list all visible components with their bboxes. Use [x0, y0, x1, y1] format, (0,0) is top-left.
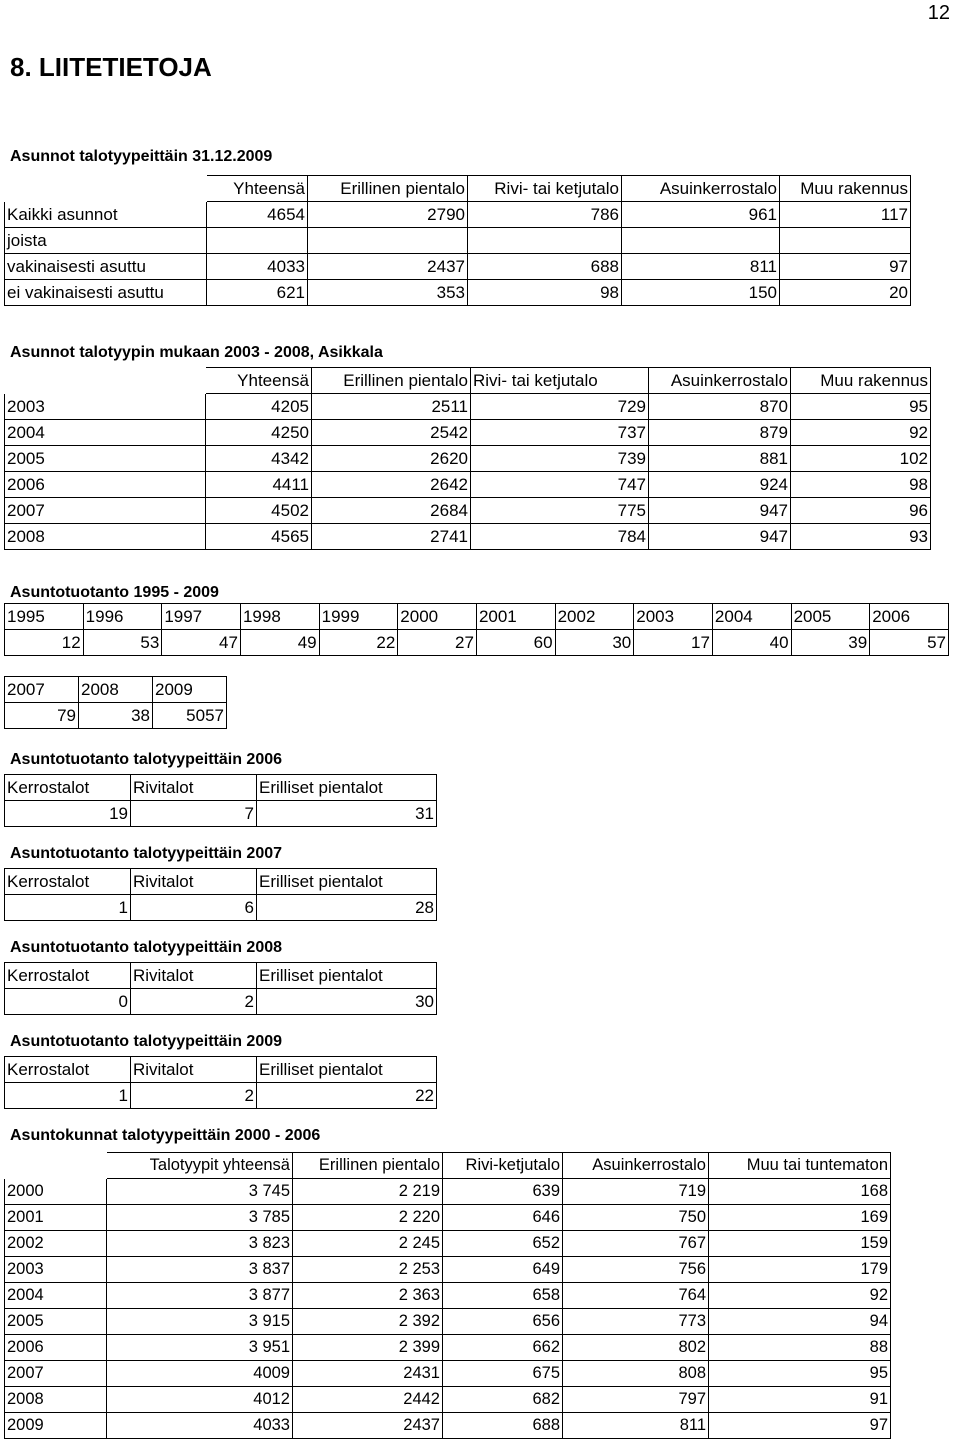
t5-cell: 646 [443, 1205, 563, 1231]
small-table-header: Rivitalot [131, 1057, 257, 1083]
small-table-value-row [5, 989, 437, 1015]
t2-cell: 2542 [312, 420, 471, 446]
t5-cell: 91 [709, 1387, 891, 1413]
t1-cell: 2790 [308, 202, 468, 228]
t5-cell: 3 951 [107, 1335, 293, 1361]
t2-header-cell: Erillinen pientalo [312, 368, 471, 394]
t3-title: Asuntotuotanto 1995 - 2009 [10, 584, 219, 601]
t1-cell: 4654 [207, 202, 308, 228]
t3a-year: 2003 [634, 604, 713, 630]
t2-header-row [5, 368, 931, 394]
t1-cell: 2437 [308, 254, 468, 280]
t2-cell: 870 [649, 394, 791, 420]
small-table-value: 19 [5, 801, 131, 827]
t3a-value: 47 [162, 630, 241, 656]
t1-row-label: vakinaisesti asuttu [5, 254, 207, 280]
t5-cell: 2437 [293, 1413, 443, 1439]
t1-cell: 688 [468, 254, 622, 280]
t3b-year: 2009 [153, 677, 227, 703]
t3a-value: 39 [791, 630, 870, 656]
t5-header-cell: Talotyypit yhteensä [107, 1153, 293, 1179]
t1-cell: 4033 [207, 254, 308, 280]
small-table-header: Kerrostalot [5, 775, 131, 801]
t2-row [5, 498, 931, 524]
t5-cell: 688 [443, 1413, 563, 1439]
t2-cell: 2741 [312, 524, 471, 550]
small-table-value-row [5, 895, 437, 921]
small-table-header-row [5, 963, 437, 989]
t2-cell: 4342 [206, 446, 312, 472]
t5-cell: 3 915 [107, 1309, 293, 1335]
t1-cell: 20 [780, 280, 911, 306]
t3b-year: 2007 [5, 677, 79, 703]
t5-cell: 682 [443, 1387, 563, 1413]
t2-cell: 729 [471, 394, 649, 420]
t2-cell: 93 [791, 524, 931, 550]
t2-year: 2007 [5, 498, 206, 524]
t2-year: 2004 [5, 420, 206, 446]
t5-cell: 4033 [107, 1413, 293, 1439]
t3a-value: 60 [476, 630, 555, 656]
t1-cell [780, 228, 911, 254]
small-table-value: 1 [5, 1083, 131, 1109]
t5-cell: 764 [563, 1283, 709, 1309]
t5-cell: 4012 [107, 1387, 293, 1413]
small-table-value-row [5, 1083, 437, 1109]
t1-row [5, 280, 911, 306]
t2-cell: 2620 [312, 446, 471, 472]
t3a-value: 27 [398, 630, 477, 656]
t2-header-cell: Asuinkerrostalo [649, 368, 791, 394]
small-table-title: Asuntotuotanto talotyypeittäin 2008 [10, 939, 283, 956]
t5-cell: 2 220 [293, 1205, 443, 1231]
t3a-value: 12 [5, 630, 84, 656]
t1-cell: 97 [780, 254, 911, 280]
t1-cell: 961 [622, 202, 780, 228]
small-table-header: Rivitalot [131, 775, 257, 801]
t2-cell: 4502 [206, 498, 312, 524]
t5-row [5, 1335, 891, 1361]
t3a-year: 2004 [712, 604, 791, 630]
t1-row [5, 202, 911, 228]
t5-cell: 95 [709, 1361, 891, 1387]
t2-cell: 95 [791, 394, 931, 420]
t5-year: 2009 [5, 1413, 107, 1439]
small-table-value: 6 [131, 895, 257, 921]
small-table-value: 7 [131, 801, 257, 827]
t2-corner [5, 368, 206, 394]
t5-cell: 773 [563, 1309, 709, 1335]
t5-row [5, 1283, 891, 1309]
t2-cell: 737 [471, 420, 649, 446]
small-table-value-row [5, 801, 437, 827]
small-table-header: Rivitalot [131, 963, 257, 989]
t5-cell: 756 [563, 1257, 709, 1283]
t1-header-cell: Yhteensä [207, 176, 308, 202]
small-table-header: Erilliset pientalot [257, 1057, 437, 1083]
small-table-2008 [4, 962, 437, 1015]
t3a-year: 2001 [476, 604, 555, 630]
t5-year: 2004 [5, 1283, 107, 1309]
t5-row [5, 1413, 891, 1439]
small-table-title: Asuntotuotanto talotyypeittäin 2007 [10, 845, 283, 862]
t5-year: 2006 [5, 1335, 107, 1361]
t2-row [5, 524, 931, 550]
t5-cell: 2 363 [293, 1283, 443, 1309]
small-table-header: Erilliset pientalot [257, 963, 437, 989]
t5-cell: 2 245 [293, 1231, 443, 1257]
t5-corner [5, 1153, 107, 1179]
t3a-year: 2000 [398, 604, 477, 630]
t5-year: 2002 [5, 1231, 107, 1257]
small-table-header: Rivitalot [131, 869, 257, 895]
t1-cell: 353 [308, 280, 468, 306]
t1-cell: 150 [622, 280, 780, 306]
t5-cell: 639 [443, 1179, 563, 1205]
t2-cell: 4250 [206, 420, 312, 446]
t2-cell: 2511 [312, 394, 471, 420]
t5-year: 2000 [5, 1179, 107, 1205]
t2-header-cell: Rivi- tai ketjutalo [471, 368, 649, 394]
t5-cell: 675 [443, 1361, 563, 1387]
small-table-value: 22 [257, 1083, 437, 1109]
t5-year: 2001 [5, 1205, 107, 1231]
t3a-year: 1999 [319, 604, 398, 630]
t2-cell: 96 [791, 498, 931, 524]
t1-row-label: ei vakinaisesti asuttu [5, 280, 207, 306]
t5-row [5, 1257, 891, 1283]
t1-cell [308, 228, 468, 254]
t3a-value: 17 [634, 630, 713, 656]
t1-cell: 811 [622, 254, 780, 280]
t3a-value: 57 [870, 630, 949, 656]
t1-corner [5, 176, 207, 202]
t2-cell: 947 [649, 524, 791, 550]
t2-cell: 2642 [312, 472, 471, 498]
t5-cell: 168 [709, 1179, 891, 1205]
small-table-header: Kerrostalot [5, 1057, 131, 1083]
small-table-value: 2 [131, 1083, 257, 1109]
t5-row [5, 1361, 891, 1387]
small-table-header: Kerrostalot [5, 869, 131, 895]
t5-cell: 3 877 [107, 1283, 293, 1309]
t2-row [5, 420, 931, 446]
t1-row-label: joista [5, 228, 207, 254]
t5-header-cell: Rivi-ketjutalo [443, 1153, 563, 1179]
t2-cell: 4565 [206, 524, 312, 550]
t5-header-row [5, 1153, 891, 1179]
small-table-header-row [5, 775, 437, 801]
t2-cell: 102 [791, 446, 931, 472]
t2-year: 2008 [5, 524, 206, 550]
small-table-value: 0 [5, 989, 131, 1015]
t5-year: 2003 [5, 1257, 107, 1283]
t1-header-cell: Muu rakennus [780, 176, 911, 202]
t5-title: Asuntokunnat talotyypeittäin 2000 - 2006 [10, 1127, 321, 1144]
t5-row [5, 1309, 891, 1335]
small-table-value: 28 [257, 895, 437, 921]
t3b-table [4, 676, 227, 729]
t1-header-cell: Erillinen pientalo [308, 176, 468, 202]
small-table-2007 [4, 868, 437, 921]
t3a-value: 22 [319, 630, 398, 656]
small-table-value: 1 [5, 895, 131, 921]
t5-header-cell: Asuinkerrostalo [563, 1153, 709, 1179]
small-table-value: 31 [257, 801, 437, 827]
t3b-value: 79 [5, 703, 79, 729]
t5-cell: 2 219 [293, 1179, 443, 1205]
t1-cell: 117 [780, 202, 911, 228]
t5-cell: 808 [563, 1361, 709, 1387]
t3a-year: 1998 [240, 604, 319, 630]
t3a-year: 2002 [555, 604, 634, 630]
t2-table [4, 367, 931, 550]
t1-row [5, 254, 911, 280]
t2-row [5, 446, 931, 472]
t3b-value-row [5, 703, 227, 729]
t3a-year: 1996 [83, 604, 162, 630]
t2-header-cell: Muu rakennus [791, 368, 931, 394]
t5-cell: 94 [709, 1309, 891, 1335]
t2-row [5, 394, 931, 420]
t2-row [5, 472, 931, 498]
t5-cell: 811 [563, 1413, 709, 1439]
small-table-title: Asuntotuotanto talotyypeittäin 2006 [10, 751, 283, 768]
t1-row [5, 228, 911, 254]
t5-cell: 92 [709, 1283, 891, 1309]
t5-cell: 2 399 [293, 1335, 443, 1361]
t5-cell: 2 392 [293, 1309, 443, 1335]
t5-cell: 4009 [107, 1361, 293, 1387]
t2-cell: 4411 [206, 472, 312, 498]
t5-header-cell: Erillinen pientalo [293, 1153, 443, 1179]
t1-cell [622, 228, 780, 254]
t5-year: 2008 [5, 1387, 107, 1413]
t3a-year: 1995 [5, 604, 84, 630]
t2-cell: 947 [649, 498, 791, 524]
t2-cell: 2684 [312, 498, 471, 524]
t2-cell: 747 [471, 472, 649, 498]
t3a-table [4, 603, 949, 656]
t3a-year: 1997 [162, 604, 241, 630]
t2-year: 2006 [5, 472, 206, 498]
t5-row [5, 1231, 891, 1257]
t3b-year: 2008 [79, 677, 153, 703]
t5-cell: 179 [709, 1257, 891, 1283]
t5-year: 2005 [5, 1309, 107, 1335]
small-table-header-row [5, 869, 437, 895]
t5-cell: 656 [443, 1309, 563, 1335]
t2-year: 2005 [5, 446, 206, 472]
small-table-value: 2 [131, 989, 257, 1015]
t2-cell: 739 [471, 446, 649, 472]
t5-header-cell: Muu tai tuntematon [709, 1153, 891, 1179]
t5-year: 2007 [5, 1361, 107, 1387]
small-table-2006 [4, 774, 437, 827]
t3a-year: 2005 [791, 604, 870, 630]
t3a-year-row [5, 604, 949, 630]
t3a-value: 53 [83, 630, 162, 656]
t1-cell: 621 [207, 280, 308, 306]
t3a-value-row [5, 630, 949, 656]
t3b-value: 38 [79, 703, 153, 729]
t5-cell: 2431 [293, 1361, 443, 1387]
t5-cell: 2 253 [293, 1257, 443, 1283]
t2-cell: 4205 [206, 394, 312, 420]
t2-title: Asunnot talotyypin mukaan 2003 - 2008, Asikkala [10, 344, 383, 361]
t5-table [4, 1152, 891, 1439]
small-table-header: Erilliset pientalot [257, 869, 437, 895]
t5-row [5, 1387, 891, 1413]
t1-header-row [5, 176, 911, 202]
t5-cell: 652 [443, 1231, 563, 1257]
t1-cell: 98 [468, 280, 622, 306]
t5-cell: 719 [563, 1179, 709, 1205]
small-table-title: Asuntotuotanto talotyypeittäin 2009 [10, 1033, 283, 1050]
t5-row [5, 1205, 891, 1231]
t5-cell: 3 785 [107, 1205, 293, 1231]
t2-year: 2003 [5, 394, 206, 420]
small-table-header-row [5, 1057, 437, 1083]
t5-row [5, 1179, 891, 1205]
t1-cell [207, 228, 308, 254]
t5-cell: 802 [563, 1335, 709, 1361]
t2-cell: 92 [791, 420, 931, 446]
t2-header-cell: Yhteensä [206, 368, 312, 394]
t5-cell: 649 [443, 1257, 563, 1283]
small-table-header: Kerrostalot [5, 963, 131, 989]
t5-cell: 662 [443, 1335, 563, 1361]
t1-header-cell: Rivi- tai ketjutalo [468, 176, 622, 202]
t3a-value: 30 [555, 630, 634, 656]
t3a-year: 2006 [870, 604, 949, 630]
chapter-title: 8. LIITETIETOJA [10, 52, 212, 82]
t3a-value: 40 [712, 630, 791, 656]
t1-title: Asunnot talotyypeittäin 31.12.2009 [10, 148, 273, 165]
t1-cell: 786 [468, 202, 622, 228]
t5-cell: 159 [709, 1231, 891, 1257]
t5-cell: 3 745 [107, 1179, 293, 1205]
t5-cell: 97 [709, 1413, 891, 1439]
t5-cell: 797 [563, 1387, 709, 1413]
t3a-value: 49 [240, 630, 319, 656]
t2-cell: 775 [471, 498, 649, 524]
t1-table [4, 175, 911, 306]
t5-cell: 767 [563, 1231, 709, 1257]
t5-cell: 658 [443, 1283, 563, 1309]
t2-cell: 924 [649, 472, 791, 498]
t5-cell: 750 [563, 1205, 709, 1231]
small-table-header: Erilliset pientalot [257, 775, 437, 801]
t3b-year-row [5, 677, 227, 703]
t5-cell: 3 837 [107, 1257, 293, 1283]
t2-cell: 784 [471, 524, 649, 550]
t5-cell: 169 [709, 1205, 891, 1231]
t1-cell [468, 228, 622, 254]
t1-header-cell: Asuinkerrostalo [622, 176, 780, 202]
t5-cell: 2442 [293, 1387, 443, 1413]
page-number: 12 [927, 2, 950, 24]
small-table-value: 30 [257, 989, 437, 1015]
t5-cell: 88 [709, 1335, 891, 1361]
t2-cell: 98 [791, 472, 931, 498]
t2-cell: 881 [649, 446, 791, 472]
t1-row-label: Kaikki asunnot [5, 202, 207, 228]
t3b-value: 5057 [153, 703, 227, 729]
t2-cell: 879 [649, 420, 791, 446]
small-table-2009 [4, 1056, 437, 1109]
t5-cell: 3 823 [107, 1231, 293, 1257]
